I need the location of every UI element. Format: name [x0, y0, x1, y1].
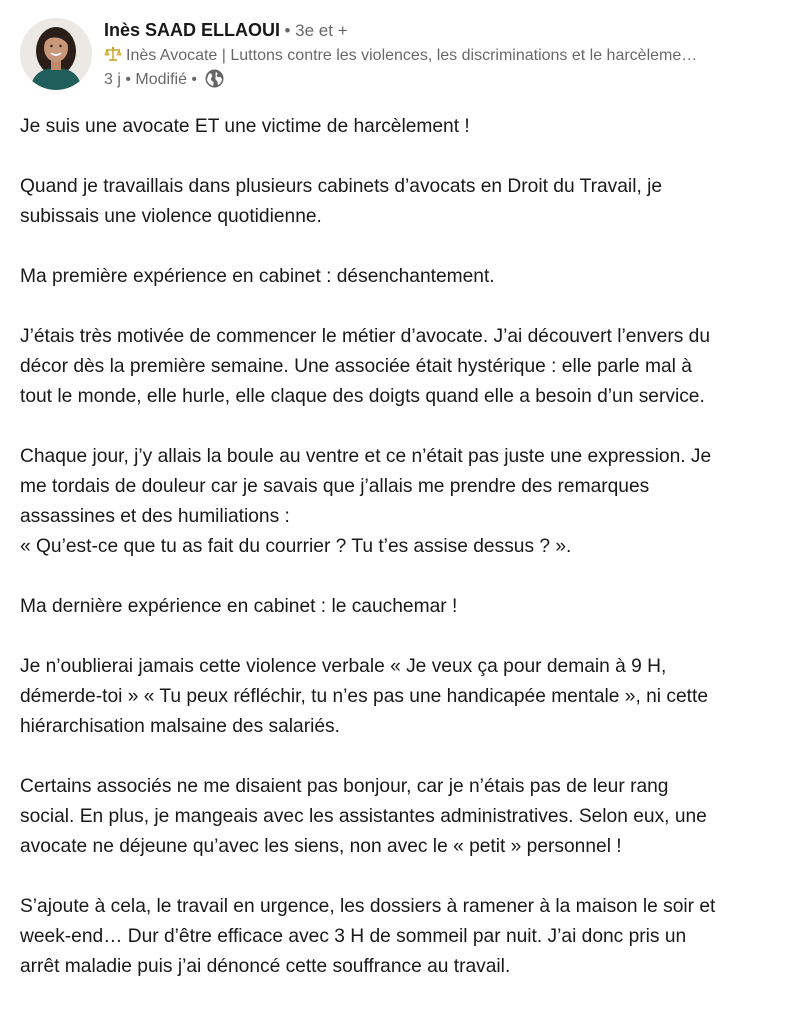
post-body: [20, 112, 780, 1012]
post-paragraph: [20, 322, 780, 412]
post-text-line: subissais une violence quotidienne.: [20, 206, 322, 227]
post-text-line: J’étais très motivée de commencer le métier d’avocate. J’ai découvert l’envers du: [20, 326, 710, 347]
post-text-line: assassines et des humiliations :: [20, 506, 290, 527]
post-text-line: Ma première expérience en cabinet : désenchantement.: [20, 266, 495, 287]
avatar-photo: [20, 18, 92, 90]
post-text-line: hiérarchisation malsaine des salariés.: [20, 716, 340, 737]
author-avatar[interactable]: [20, 18, 92, 90]
author-meta: [104, 16, 780, 92]
post-text-line: décor dès la première semaine. Une associée était hystérique : elle parle mal à: [20, 356, 692, 377]
scales-icon: [104, 46, 122, 62]
author-name-line: [104, 16, 780, 44]
post-text-line: « Qu’est-ce que tu as fait du courrier ? Tu t’es assise dessus ? ».: [20, 536, 572, 557]
post-time: 3 j • Modifié •: [104, 71, 198, 88]
post-time-line: [104, 68, 780, 92]
post-text-line: démerde-toi » « Tu peux réfléchir, tu n’es pas une handicapée mentale », ni cette: [20, 686, 708, 707]
post-header: [20, 16, 780, 96]
connection-degree: • 3e et +: [284, 21, 348, 40]
author-name[interactable]: Inès SAAD ELLAOUI: [104, 20, 281, 40]
post-text-line: S’ajoute à cela, le travail en urgence, les dossiers à ramener à la maison le soir et: [20, 896, 716, 917]
post-paragraph: [20, 172, 780, 232]
post-text-line: week-end… Dur d’être efficace avec 3 H de sommeil par nuit. J’ai donc pris un: [20, 926, 687, 947]
post-paragraph: [20, 442, 780, 562]
post-paragraph: [20, 892, 780, 982]
post-text-line: Je suis une avocate ET une victime de harcèlement !: [20, 116, 470, 137]
post-text-line: arrêt maladie puis j’ai dénoncé cette souffrance au travail.: [20, 956, 511, 977]
post-text-line: me tordais de douleur car je savais que j’allais me prendre des remarques: [20, 476, 650, 497]
post-paragraph: [20, 772, 780, 862]
post-text-line: avocate ne déjeune qu’avec les siens, non avec le « petit » personnel !: [20, 836, 622, 857]
globe-icon: [205, 69, 224, 88]
post-text-line: Quand je travaillais dans plusieurs cabinets d’avocats en Droit du Travail, je: [20, 176, 663, 197]
post-text-line: Certains associés ne me disaient pas bonjour, car je n’étais pas de leur rang: [20, 776, 669, 797]
post-paragraph: [20, 262, 780, 292]
post-text-line: tout le monde, elle hurle, elle claque des doigts quand elle a besoin d’un service.: [20, 386, 705, 407]
post-paragraph: [20, 652, 780, 742]
post-text-line: Je n’oublierai jamais cette violence verbale « Je veux ça pour demain à 9 H,: [20, 656, 667, 677]
post-text-line: social. En plus, je mangeais avec les assistantes administratives. Selon eux, une: [20, 806, 707, 827]
post-text-line: Ma dernière expérience en cabinet : le cauchemar !: [20, 596, 458, 617]
post-paragraph: [20, 112, 780, 142]
post-paragraph: [20, 592, 780, 622]
author-headline-text: Inès Avocate | Luttons contre les violences, les discriminations et le harcèleme…: [126, 47, 698, 64]
post-text-line: Chaque jour, j’y allais la boule au ventre et ce n’était pas juste une expression. Je: [20, 446, 712, 467]
author-headline: [104, 44, 764, 68]
